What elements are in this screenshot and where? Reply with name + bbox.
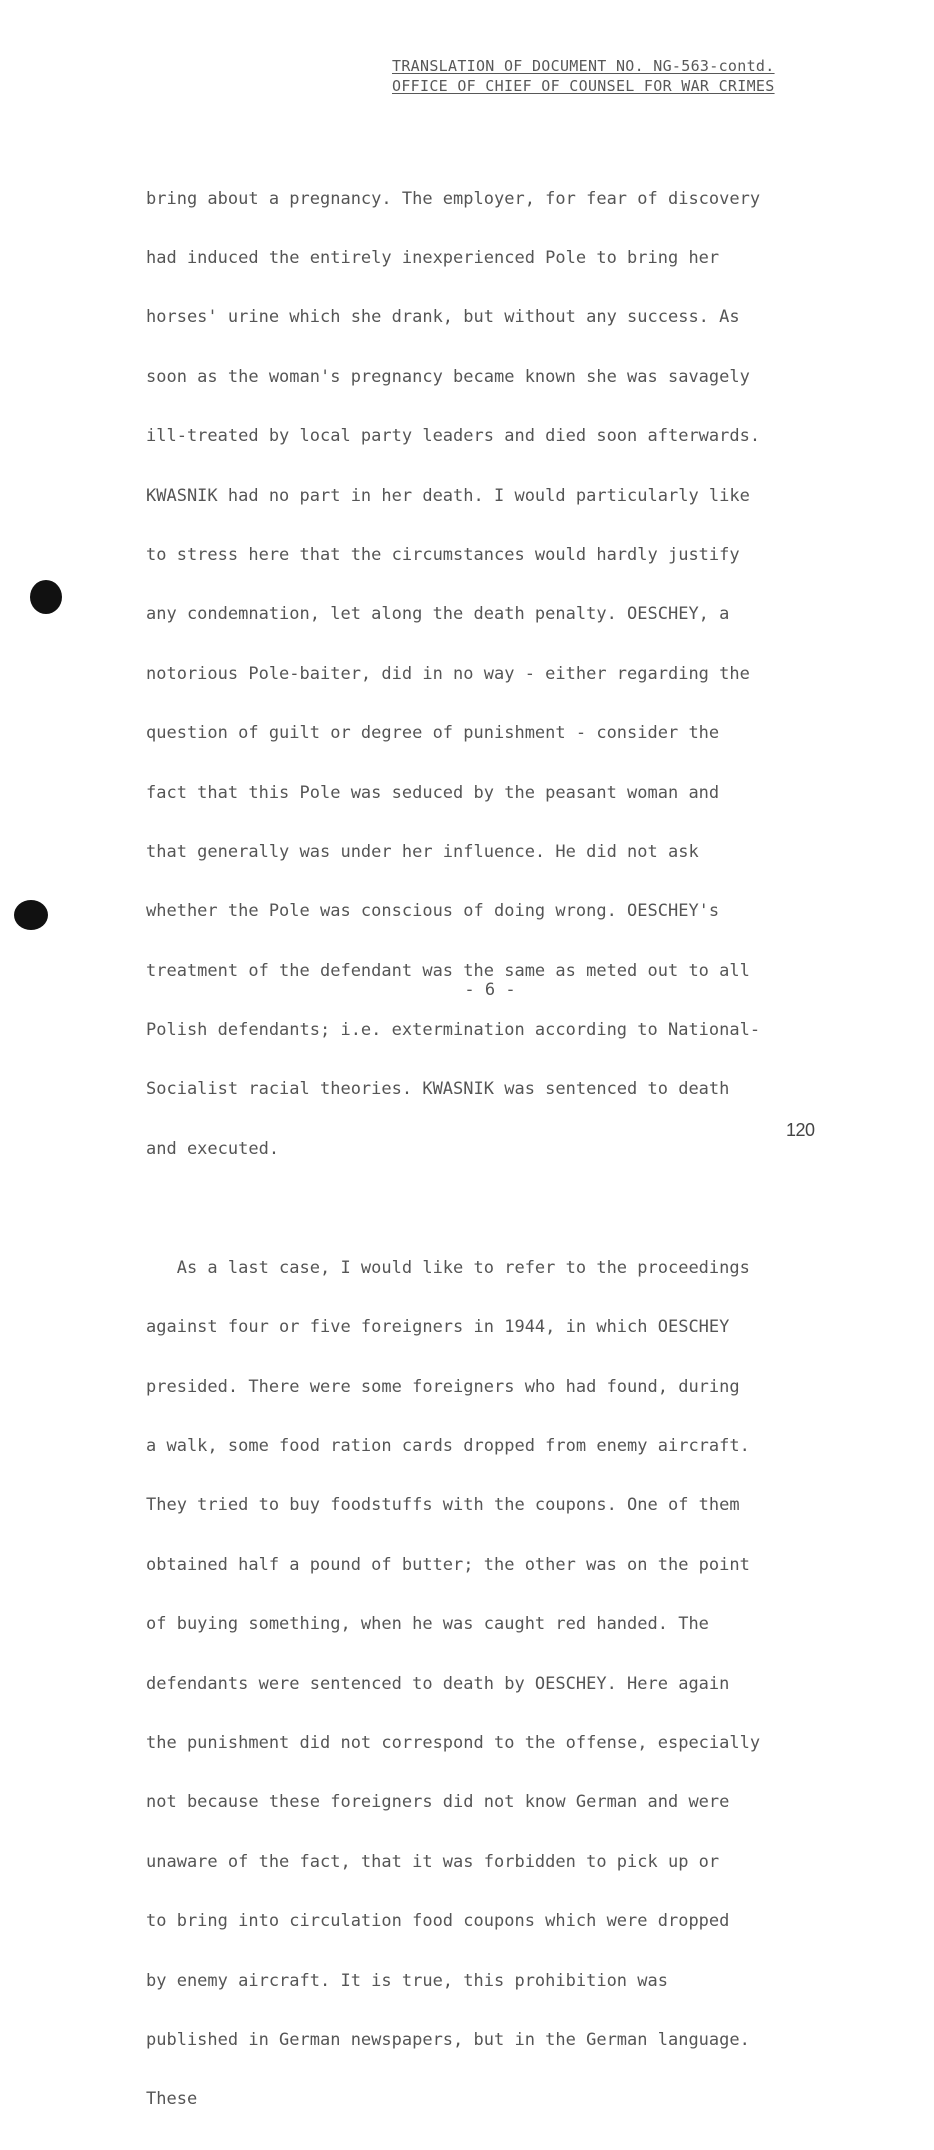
paragraph-foreigners-case <box>146 1219 866 2149</box>
text-line: whether the Pole was conscious of doing wrong. OESCHEY's <box>146 901 720 922</box>
document-header <box>392 56 872 96</box>
text-line: of buying something, when he was caught red handed. The <box>146 1614 709 1635</box>
text-line: to bring into circulation food coupons which were dropped <box>146 1911 730 1932</box>
text-line: obtained half a pound of butter; the other was on the point <box>146 1554 750 1575</box>
header-line-translation: TRANSLATION OF DOCUMENT NO. NG-563-contd. <box>392 57 775 75</box>
text-line: had induced the entirely inexperienced Pole to bring her <box>146 247 720 268</box>
text-line: These <box>146 2089 198 2110</box>
header-line-office: OFFICE OF CHIEF OF COUNSEL FOR WAR CRIMES <box>392 77 775 95</box>
text-line: presided. There were some foreigners who had found, during <box>146 1376 740 1397</box>
text-line: ill-treated by local party leaders and died soon afterwards. <box>146 426 761 447</box>
text-line: to stress here that the circumstances would hardly justify <box>146 544 740 565</box>
text-line: published in German newspapers, but in the German language. <box>146 2029 750 2050</box>
text-line: treatment of the defendant was the same as meted out to all <box>146 960 750 981</box>
text-line: against four or five foreigners in 1944, in which OESCHEY <box>146 1317 730 1338</box>
text-line: and executed. <box>146 1138 280 1159</box>
text-line: defendants were sentenced to death by OESCHEY. Here again <box>146 1673 730 1694</box>
page-number: - 6 - <box>464 980 516 1000</box>
paragraph-kwasnik-case <box>146 150 866 1199</box>
text-line: horses' urine which she drank, but without any success. As <box>146 307 740 328</box>
text-line: unaware of the fact, that it was forbidden to pick up or <box>146 1851 720 1872</box>
text-line: soon as the woman's pregnancy became known she was savagely <box>146 366 750 387</box>
text-line: by enemy aircraft. It is true, this prohibition was <box>146 1970 668 1991</box>
text-line: Socialist racial theories. KWASNIK was sentenced to death <box>146 1079 730 1100</box>
text-line: a walk, some food ration cards dropped from enemy aircraft. <box>146 1436 750 1456</box>
stamped-folio-number: 120 <box>786 1120 815 1140</box>
text-line: KWASNIK had no part in her death. I would particularly like <box>146 485 750 506</box>
text-line: bring about a pregnancy. The employer, for fear of discovery <box>146 188 761 209</box>
punch-hole-mark <box>30 580 62 614</box>
punch-hole-mark <box>14 900 48 930</box>
text-line: fact that this Pole was seduced by the peasant woman and <box>146 782 720 803</box>
document-body <box>146 150 866 2150</box>
text-line: any condemnation, let along the death penalty. OESCHEY, a <box>146 604 730 625</box>
text-line: not because these foreigners did not know German and were <box>146 1792 730 1813</box>
text-line: Polish defendants; i.e. extermination according to National- <box>146 1020 761 1041</box>
text-line: notorious Pole-baiter, did in no way - either regarding the <box>146 663 750 684</box>
text-line: the punishment did not correspond to the offense, especially <box>146 1732 761 1753</box>
text-line: question of guilt or degree of punishment - consider the <box>146 723 720 744</box>
text-line: As a last case, I would like to refer to the proceedings <box>146 1257 750 1278</box>
text-line: that generally was under her influence. He did not ask <box>146 841 699 862</box>
text-line: They tried to buy foodstuffs with the coupons. One of them <box>146 1495 740 1516</box>
